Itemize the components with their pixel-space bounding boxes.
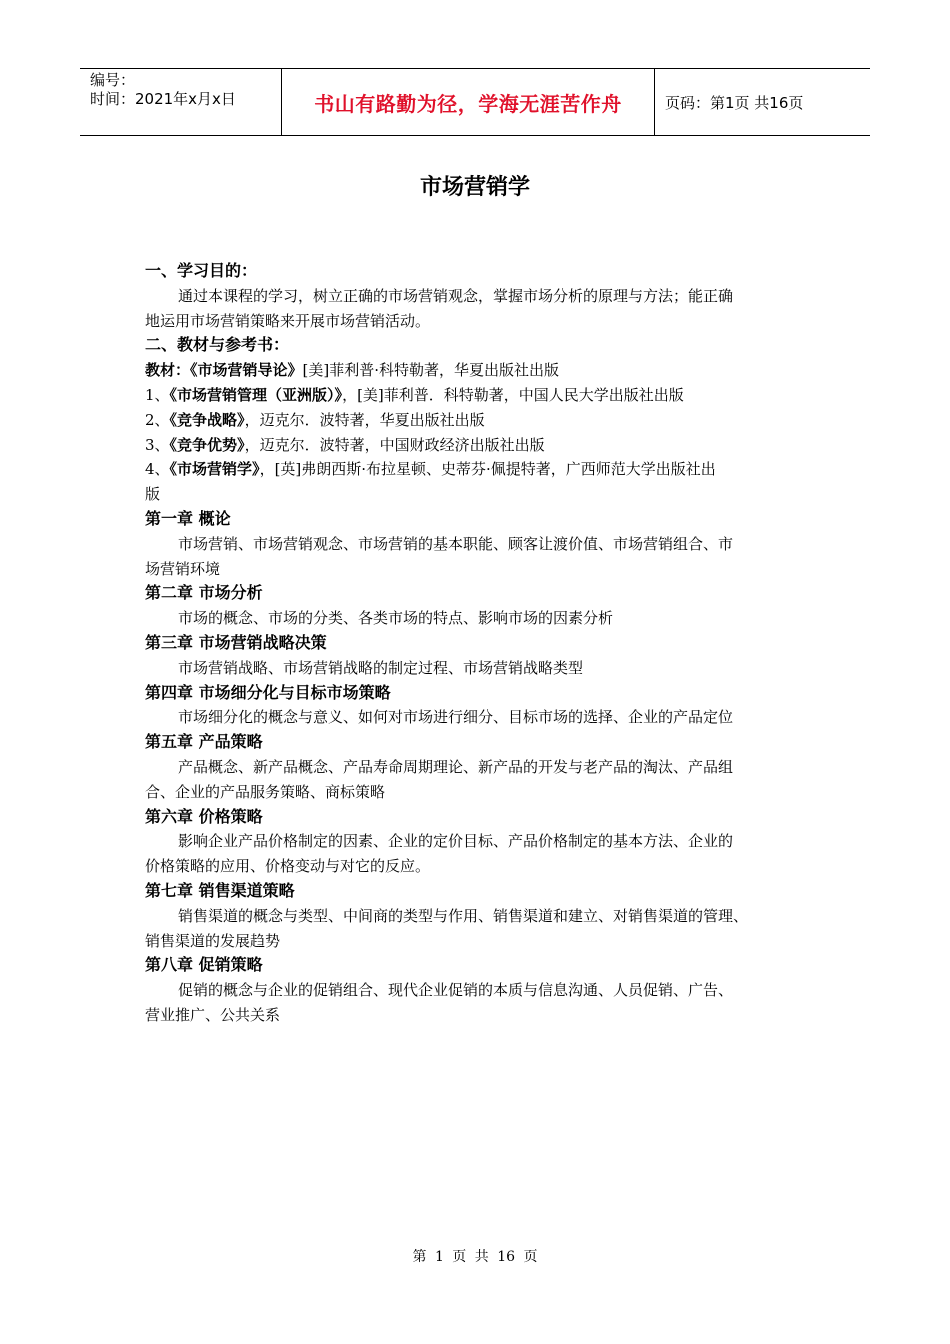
section-heading: 二、教材与参考书： — [145, 335, 290, 355]
textbook-title: 《市场营销导论》 — [190, 361, 303, 380]
document-body — [145, 259, 815, 1028]
reference-continuation: 版 — [145, 485, 161, 504]
header-left-cell — [80, 69, 282, 135]
document-title: 市场营销学 — [419, 175, 530, 200]
reference-title: 《市场营销学》 — [169, 460, 260, 479]
chapter-heading: 第三章 市场营销战略决策 — [145, 632, 327, 652]
number-label: 编号： — [90, 71, 136, 89]
chapter-description-line: 市场营销、市场营销观念、市场营销的基本职能、顾客让渡价值、市场营销组合、市 — [178, 534, 734, 553]
chapter-description-line: 销售渠道的概念与类型、中间商的类型与作用、销售渠道和建立、对销售渠道的管理、 — [178, 906, 749, 925]
chapter-description-line: 营业推广、公共关系 — [145, 1005, 281, 1024]
reference-title: 《竞争优势》 — [169, 435, 245, 454]
reference-number: 1、 — [145, 385, 170, 404]
chapter-description-line: 影响企业产品价格制定的因素、企业的定价目标、产品价格制定的基本方法、企业的 — [178, 832, 734, 851]
reference-item — [145, 433, 815, 458]
reference-details: ，[英]弗朗西斯·布拉星顿、史蒂芬·佩提特著，广西师范大学出版社出 — [259, 460, 716, 479]
chapter-list — [145, 507, 815, 1028]
chapter-heading: 第八章 促销策略 — [145, 955, 263, 975]
reference-number: 4、 — [145, 460, 170, 479]
chapter-description-line: 促销的概念与企业的促销组合、现代企业促销的本质与信息沟通、人员促销、广告、 — [178, 981, 734, 1000]
chapter-heading: 第一章 概论 — [145, 508, 231, 528]
textbook-details: [美]菲利普·科特勒著，华夏出版社出版 — [302, 361, 560, 380]
motto-text: 书山有路勤为径，学海无涯苦作舟 — [314, 91, 622, 116]
chapter-description-line: 场营销环境 — [145, 559, 221, 578]
reference-details: ，迈克尔．波特著，华夏出版社出版 — [244, 410, 485, 429]
section-heading: 一、学习目的： — [145, 261, 258, 280]
chapter-heading: 第六章 价格策略 — [145, 806, 263, 826]
reference-item — [145, 383, 815, 408]
header-middle-cell — [282, 69, 655, 135]
textbook-line — [145, 358, 815, 383]
reference-details: ，[美]菲利普．科特勒著，中国人民大学出版社出版 — [342, 385, 684, 404]
reference-number: 3、 — [145, 435, 170, 454]
chapter-heading: 第二章 市场分析 — [145, 583, 263, 603]
paragraph-line: 地运用市场营销策略来开展市场营销活动。 — [145, 311, 431, 330]
header-table — [80, 68, 870, 136]
chapter-description-line: 合、企业的产品服务策略、商标策略 — [145, 782, 386, 801]
chapter-description-line: 产品概念、新产品概念、产品寿命周期理论、新产品的开发与老产品的淘汰、产品组 — [178, 757, 734, 776]
paragraph-line: 通过本课程的学习，树立正确的市场营销观念，掌握市场分析的原理与方法；能正确 — [178, 286, 734, 305]
reference-title: 《市场营销管理（亚洲版）》 — [169, 385, 343, 404]
chapter-description-line: 销售渠道的发展趋势 — [145, 931, 281, 950]
chapter-description-line: 价格策略的应用、价格变动与对它的反应。 — [145, 857, 431, 876]
reference-item — [145, 457, 815, 482]
chapter-heading: 第五章 产品策略 — [145, 732, 263, 752]
chapter-heading: 第七章 销售渠道策略 — [145, 880, 295, 900]
reference-title: 《竞争战略》 — [169, 410, 245, 429]
textbook-label: 教材： — [145, 361, 191, 380]
chapter-heading: 第四章 市场细分化与目标市场策略 — [145, 682, 391, 702]
page-info: 页码：第1页 共16页 — [665, 93, 804, 112]
reference-item — [145, 408, 815, 433]
reference-number: 2、 — [145, 410, 170, 429]
time-label: 时间：2021年x月x日 — [90, 90, 236, 108]
chapter-description-line: 市场营销战略、市场营销战略的制定过程、市场营销战略类型 — [178, 658, 584, 677]
reference-details: ，迈克尔．波特著，中国财政经济出版社出版 — [244, 435, 545, 454]
header-right-cell — [655, 69, 870, 135]
page-footer: 第 1 页 共 16 页 — [412, 1249, 538, 1265]
chapter-description-line: 市场细分化的概念与意义、如何对市场进行细分、目标市场的选择、企业的产品定位 — [178, 708, 734, 727]
chapter-description-line: 市场的概念、市场的分类、各类市场的特点、影响市场的因素分析 — [178, 609, 614, 628]
